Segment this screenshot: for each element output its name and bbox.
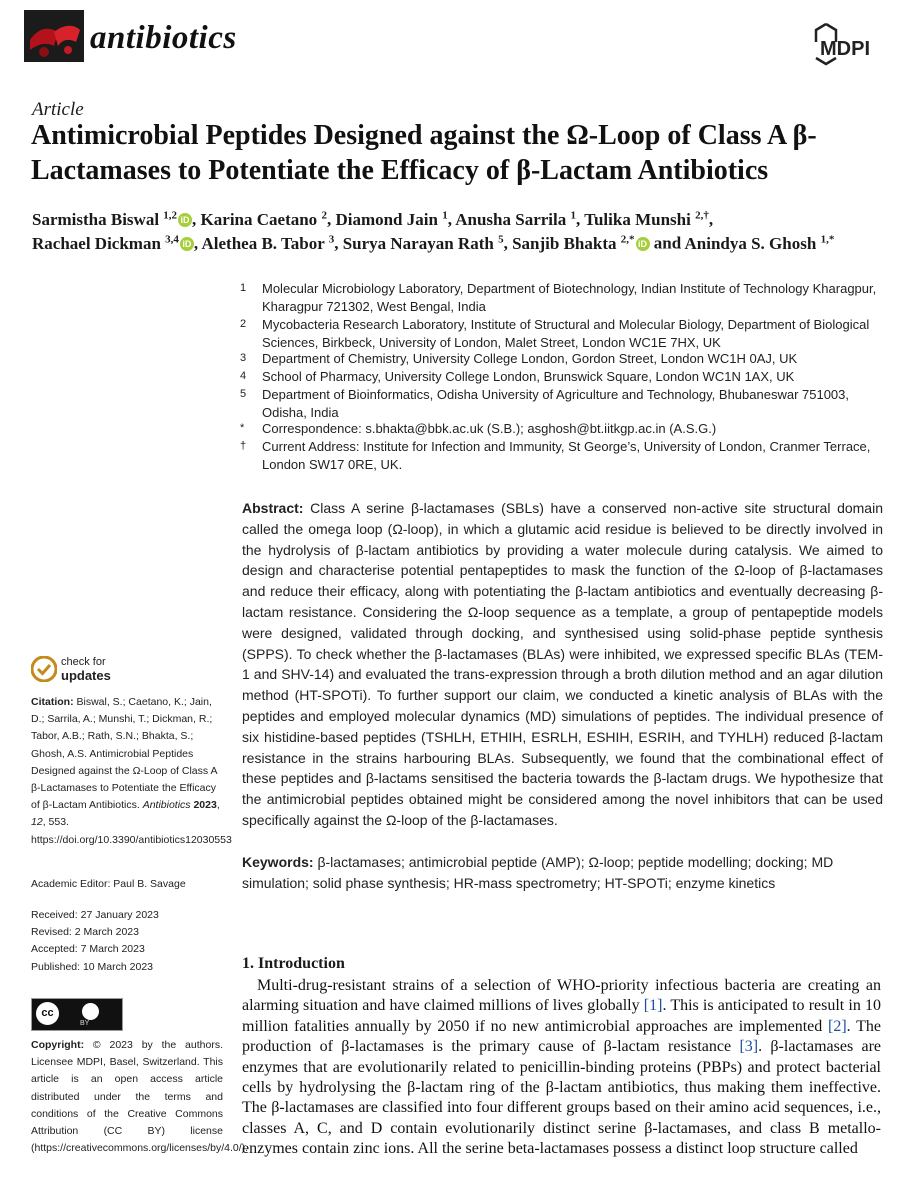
- affiliation-number: †: [240, 440, 247, 452]
- author-affiliation-marker: 3: [328, 233, 335, 245]
- affiliation-text: Mycobacteria Research Laboratory, Institute of Structural and Molecular Biology, Department of Biological Sciences, Birkbeck, University of London, Malet Street, London WC1E 7HX, UK: [262, 317, 870, 350]
- author-name[interactable]: [335, 210, 447, 229]
- author-affiliation-marker: 2,†: [695, 209, 709, 221]
- author-list-line-2: [32, 227, 902, 256]
- author-name[interactable]: [343, 234, 504, 253]
- keywords-label: Keywords:: [242, 854, 314, 870]
- author-name-text: Rachael Dickman: [32, 233, 166, 253]
- author-affiliation-marker: 1,*: [820, 233, 835, 245]
- date-revised: Revised: 2 March 2023: [31, 926, 139, 939]
- section-heading-introduction: 1. Introduction: [242, 955, 345, 972]
- mdpi-wordmark: MDPI: [820, 38, 870, 60]
- orcid-icon[interactable]: iD: [178, 213, 192, 227]
- check-for-updates-line-2: updates: [61, 668, 111, 683]
- attribution-person-icon: [82, 1003, 99, 1020]
- citation-label: Citation:: [31, 696, 74, 708]
- author-name[interactable]: [455, 210, 576, 229]
- orcid-icon[interactable]: iD: [636, 237, 650, 251]
- author-separator: and: [649, 233, 685, 253]
- author-name-text: Alethea B. Tabor: [201, 233, 329, 253]
- copyright-label: Copyright:: [31, 1039, 85, 1051]
- author-name-text: Surya Narayan Rath: [342, 233, 499, 253]
- correspondence: Correspondence: s.bhakta@bbk.ac.uk (S.B.); asghosh@bt.iitkgp.ac.in (A.S.G.): [262, 421, 717, 436]
- author-name[interactable]: [32, 210, 192, 229]
- author-name-text: Sanjib Bhakta: [512, 233, 621, 253]
- citation-link[interactable]: [3]: [739, 1038, 759, 1056]
- citation-volume: 12: [31, 816, 43, 829]
- intro-text-run: . β-lactamases are enzymes that are evolutionarily related to penicillin-binding proteins (PBPs) and protect bacterial cells by hydrolysing the β-lactam ring of the β-lactam antibiotics, thus making them ineffective. The β-lactamases are classified into four different groups based on their amino acid sequences, i.e., classes A, C, and D contain evolutionarily distinct serine β-lactamases, and class B metallo-enzymes contain zinc ions. All the serine beta-lactamases possess a distinct loop structure called: [242, 1038, 882, 1158]
- affiliation-number: 4: [240, 370, 247, 382]
- citation-doi-link[interactable]: , 553. https://doi.org/10.3390/antibiotics12030553: [31, 816, 232, 846]
- date-published: Published: 10 March 2023: [31, 960, 153, 973]
- author-separator: ,: [708, 209, 714, 229]
- citation-year: 2023: [193, 799, 217, 812]
- affiliation-text: Molecular Microbiology Laboratory, Department of Biotechnology, Indian Institute of Technology Kharagpur, Kharagpur 721302, West Bengal, India: [262, 281, 877, 314]
- intro-text-run: . This is anticipated to result in 10 million fatalities annually by 2050 if no new antimicrobial approaches are implemented: [242, 997, 882, 1035]
- author-affiliation-marker: 1: [442, 209, 448, 221]
- intro-text-run: Multi-drug-resistant strains of a selection of WHO-priority infectious bacteria are creating an alarming situation and have claimed millions of lives globally: [242, 977, 881, 1015]
- citation-link[interactable]: [1]: [643, 997, 663, 1015]
- author-name[interactable]: [201, 234, 334, 253]
- author-separator: ,: [326, 209, 336, 229]
- author-separator: ,: [334, 233, 343, 253]
- author-affiliation-marker: 1,2: [163, 209, 178, 221]
- author-separator: ,: [447, 209, 456, 229]
- article-type: Article: [32, 99, 84, 120]
- affiliation-number: 5: [240, 388, 247, 400]
- intro-text-run: . The production of β-lactamases is the primary cause of β-lactam resistance: [242, 1017, 881, 1056]
- author-separator: ,: [576, 209, 585, 229]
- author-name[interactable]: [201, 210, 327, 229]
- journal-name[interactable]: antibiotics: [90, 20, 237, 56]
- affiliation-text: Department of Bioinformatics, Odisha University of Agriculture and Technology, Bhubaneswar 751003, Odisha, India: [262, 387, 850, 420]
- date-received: Received: 27 January 2023: [31, 909, 159, 921]
- citation-block: Citation: Biswal, S.; Caetano, K.; Jain, D.; Sarrila, A.; Munshi, T.; Dickman, R.; Tabor, A.B.; Rath, S.N.; Bhakta, S.; Ghosh, A.S. Antimicrobial Peptides Designed against the Ω-Loop of Class A β-Lactamases to Potentiate the Efficacy of β-Lactam Antibiotics. Antibiotics 2023, 12, 553. https://doi.org/10.3390/antibiotics12030553: [31, 696, 232, 846]
- affiliation-text: Department of Chemistry, University College London, Gordon Street, London WC1H 0AJ, UK: [262, 351, 798, 366]
- cc-icon: cc: [36, 1002, 59, 1025]
- abstract-text: Class A serine β-lactamases (SBLs) have a conserved non-active site structural domain called the omega loop (Ω-loop), in which a glutamic acid residue is believed to be directly involved in the hydrolysis of β-lactam antibiotics by providing a water molecule during catalysis. We aimed to design and characterise potential pentapeptides to mask the function of the Ω-loop of β-lactamases and reduce their efficacy, along with potentiating the β-lactam antibiotics and eventually decreasing β-lactam resistance. Considering the Ω-loop sequence as a template, a group of pentapeptide models were designed, validated through docking, and synthesised using solid-phase peptide synthesis (SPPS). To check whether the β-lactamases (BLAs) were inhibited, we expressed specific BLAs (TEM-1 and SHV-14) and evaluated the trans-expression through a broth dilution method and an agar dilution method (HT-SPOTi). To further support our claim, we conducted a kinetic analysis of BLAs with the peptides and employed molecular dynamics (MD) simulations of peptides. The individual presence of six histidine-based peptides (TSHLH, ETHIH, ESRLH, ESHIH, ESRIH, and TYHLH) reduced β-lactam resistance in the strains harbouring BLAs. Subsequently, we found that the combinational effect of these peptides and β-lactams sensitised the bacteria towards the β-lactam drugs. We hypothesize that the antimicrobial peptides obtained might be considered among the novel inhibitors that can be used specifically against the Ω-loop of the β-lactamases.: [242, 500, 883, 828]
- author-affiliation-marker: 2: [321, 209, 327, 221]
- cc-by-license-badge[interactable]: [31, 998, 123, 1031]
- orcid-icon[interactable]: iD: [180, 237, 194, 251]
- affiliation-number: 3: [240, 352, 247, 364]
- author-affiliation-marker: 3,4: [165, 233, 179, 245]
- author-separator: ,: [503, 233, 513, 253]
- author-affiliation-marker: 1: [570, 209, 576, 221]
- academic-editor: Academic Editor: Paul B. Savage: [31, 878, 186, 890]
- check-for-updates-line-1: check for: [61, 656, 106, 668]
- author-name[interactable]: [512, 234, 649, 253]
- keywords: [242, 852, 883, 894]
- abstract: [242, 498, 883, 831]
- citation-link[interactable]: [2]: [828, 1017, 847, 1035]
- publication-dates: [31, 907, 223, 976]
- article-title: Antimicrobial Peptides Designed against the Ω-Loop of Class A β-Lactamases to Potentiate the Efficacy of β-Lactam Antibiotics: [31, 120, 817, 186]
- introduction-paragraph: [242, 976, 881, 1160]
- author-name[interactable]: [32, 234, 194, 253]
- journal-logo-icon: [24, 10, 84, 62]
- author-name[interactable]: [584, 210, 709, 229]
- author-affiliation-marker: 5: [498, 233, 504, 245]
- affiliation-number: *: [240, 422, 245, 434]
- abstract-label: Abstract:: [242, 500, 304, 516]
- cc-by-label: BY: [80, 1020, 90, 1027]
- author-name-text: Anindya S. Ghosh: [684, 233, 821, 253]
- author-affiliation-marker: 2,*: [620, 233, 635, 245]
- copyright-block: [31, 1037, 249, 1157]
- keywords-text: β-lactamases; antimicrobial peptide (AMP); Ω-loop; peptide modelling; docking; MD simulation; solid phase synthesis; HR-mass spectrometry; HT-SPOTi; enzyme kinetics: [242, 854, 834, 891]
- author-name-text: Sarmistha Biswal: [32, 209, 164, 229]
- citation-journal: Antibiotics: [142, 799, 191, 812]
- affiliation-number: 1: [240, 282, 247, 294]
- author-separator: ,: [193, 233, 202, 253]
- copyright-text: © 2023 by the authors. Licensee MDPI, Basel, Switzerland. This article is an open access article distributed under the terms and conditions of the Creative Commons Attribution (CC BY) license (https://creativecommons.org/licenses/by/4.0/).: [31, 1039, 249, 1155]
- date-accepted: Accepted: 7 March 2023: [31, 943, 145, 956]
- author-separator: ,: [192, 209, 201, 229]
- author-name-text: Anusha Sarrila: [455, 209, 571, 229]
- check-for-updates-label[interactable]: [61, 656, 111, 682]
- citation-text: Biswal, S.; Caetano, K.; Jain, D.; Sarrila, A.; Munshi, T.; Dickman, R.; Tabor, A.B.; Rath, S.N.; Bhakta, S.; Ghosh, A.S. Antimicrobial Peptides Designed against the Ω-Loop of Class A β-Lactamases to Potentiate the Efficacy of β-Lactam Antibiotics.: [31, 696, 217, 812]
- check-for-updates-icon[interactable]: [31, 656, 57, 682]
- affiliation-text: School of Pharmacy, University College London, Brunswick Square, London WC1N 1AX, UK: [262, 369, 795, 384]
- author-name-text: Tulika Munshi: [584, 209, 696, 229]
- affiliation-number: 2: [240, 318, 247, 330]
- author-name-text: Karina Caetano: [200, 209, 322, 229]
- author-name-text: Diamond Jain: [335, 209, 443, 229]
- current-address: Current Address: Institute for Infection and Immunity, St George’s, University of London, Cranmer Terrace, London SW17 0RE, UK.: [262, 439, 871, 472]
- author-name[interactable]: [684, 234, 834, 253]
